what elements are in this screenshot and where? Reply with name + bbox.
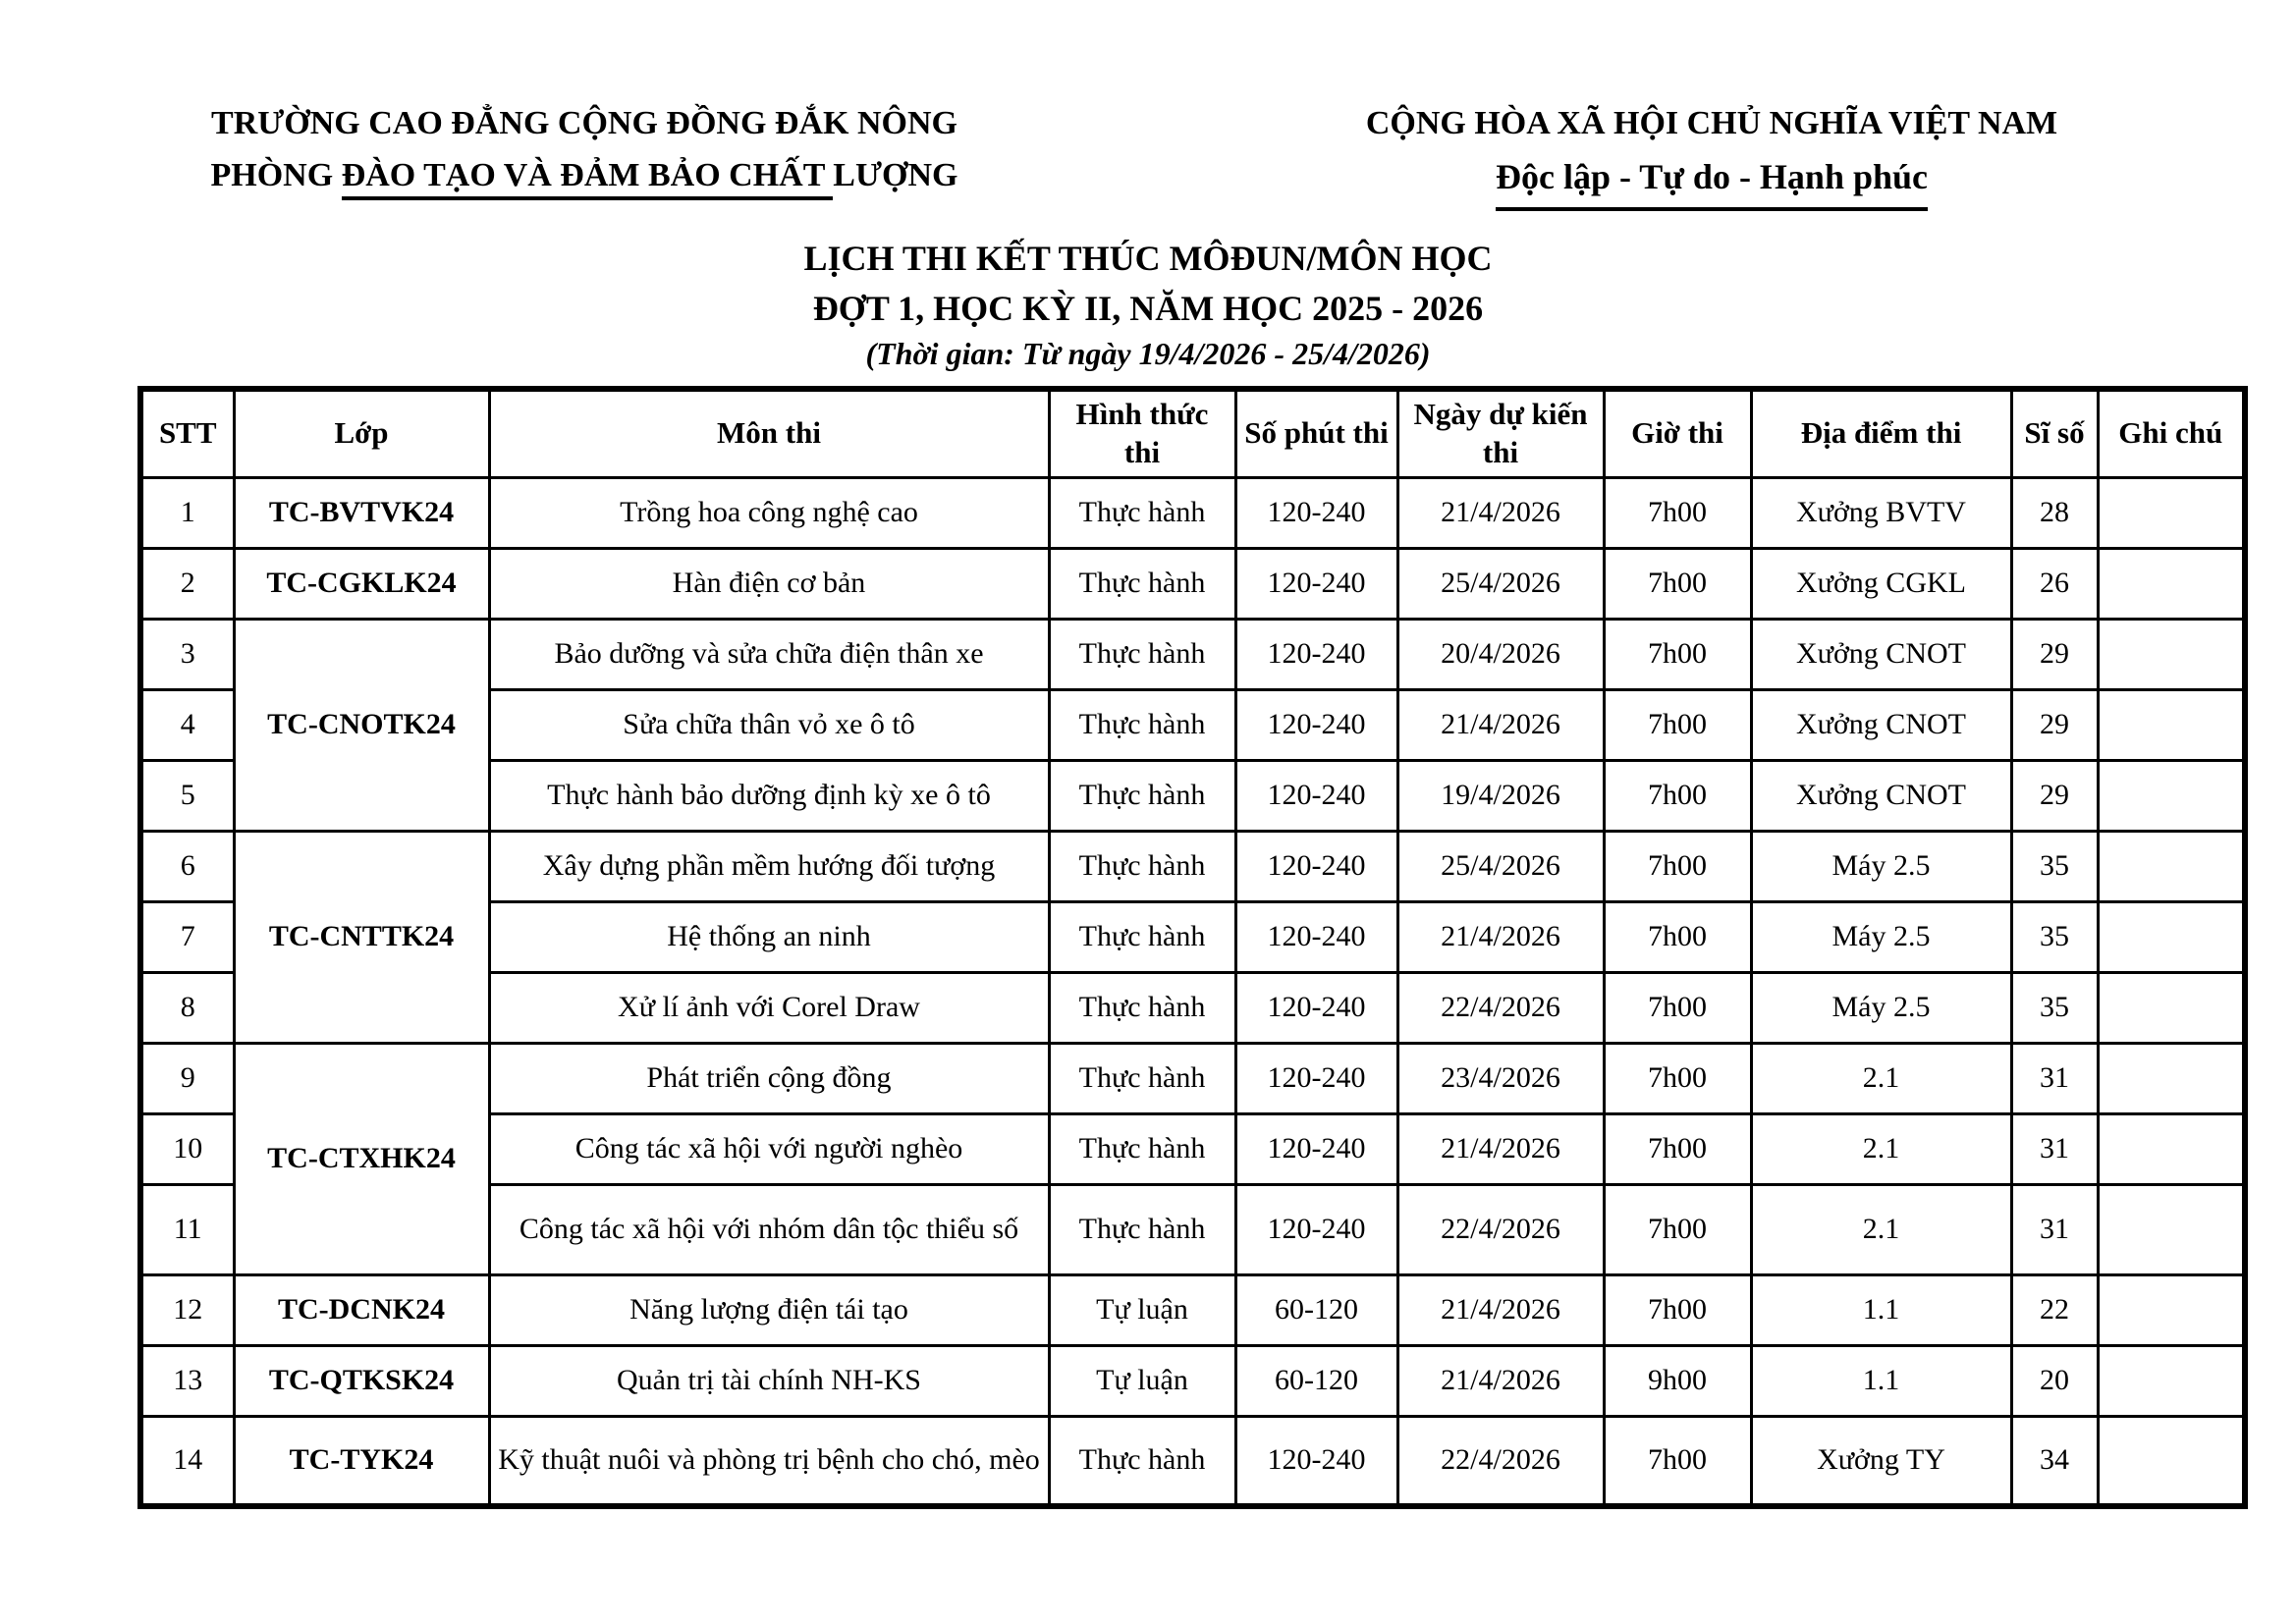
column-header-stt: STT <box>140 389 234 477</box>
cell-si-so: 31 <box>2011 1113 2098 1184</box>
cell-dia-diem: Xưởng CNOT <box>1751 689 2011 760</box>
cell-mon-thi: Thực hành bảo dưỡng định kỳ xe ô tô <box>489 760 1049 831</box>
cell-gio: 7h00 <box>1604 1113 1751 1184</box>
cell-ngay: 21/4/2026 <box>1397 1274 1604 1345</box>
national-motto-block <box>1314 98 2109 211</box>
cell-dia-diem: Xưởng BVTV <box>1751 477 2011 548</box>
cell-ngay: 20/4/2026 <box>1397 619 1604 689</box>
column-header-so-phut-thi: Số phút thi <box>1235 389 1397 477</box>
column-header-dia-diem-thi: Địa điểm thi <box>1751 389 2011 477</box>
cell-si-so: 31 <box>2011 1184 2098 1274</box>
cell-mon-thi: Quản trị tài chính NH-KS <box>489 1345 1049 1416</box>
table-row <box>140 477 2245 548</box>
cell-si-so: 29 <box>2011 689 2098 760</box>
cell-mon-thi: Công tác xã hội với người nghèo <box>489 1113 1049 1184</box>
cell-dia-diem: Xưởng TY <box>1751 1416 2011 1506</box>
table-row <box>140 548 2245 619</box>
cell-stt: 8 <box>140 972 234 1043</box>
cell-hinh-thuc: Thực hành <box>1049 1043 1235 1113</box>
cell-lop: TC-DCNK24 <box>234 1274 489 1345</box>
cell-lop: TC-CGKLK24 <box>234 548 489 619</box>
exam-schedule-table <box>137 386 2248 1509</box>
cell-mon-thi: Kỹ thuật nuôi và phòng trị bệnh cho chó, mèo <box>489 1416 1049 1506</box>
cell-so-phut: 120-240 <box>1235 619 1397 689</box>
cell-ngay: 22/4/2026 <box>1397 1184 1604 1274</box>
cell-ngay: 22/4/2026 <box>1397 1416 1604 1506</box>
table-row <box>140 1043 2245 1113</box>
cell-ghi-chu <box>2098 972 2245 1043</box>
cell-stt: 2 <box>140 548 234 619</box>
cell-ghi-chu <box>2098 1113 2245 1184</box>
cell-so-phut: 120-240 <box>1235 760 1397 831</box>
cell-ngay: 21/4/2026 <box>1397 477 1604 548</box>
cell-gio: 7h00 <box>1604 901 1751 972</box>
cell-si-so: 28 <box>2011 477 2098 548</box>
cell-so-phut: 120-240 <box>1235 901 1397 972</box>
cell-si-so: 34 <box>2011 1416 2098 1506</box>
cell-ghi-chu <box>2098 1274 2245 1345</box>
cell-gio: 9h00 <box>1604 1345 1751 1416</box>
cell-gio: 7h00 <box>1604 548 1751 619</box>
cell-dia-diem: 2.1 <box>1751 1043 2011 1113</box>
column-header-si-so: Sĩ số <box>2011 389 2098 477</box>
cell-lop-merged: TC-CNOTK24 <box>234 619 489 831</box>
cell-gio: 7h00 <box>1604 1043 1751 1113</box>
cell-stt: 6 <box>140 831 234 901</box>
cell-stt: 12 <box>140 1274 234 1345</box>
cell-ngay: 21/4/2026 <box>1397 1113 1604 1184</box>
table-header-row <box>140 389 2245 477</box>
cell-so-phut: 60-120 <box>1235 1274 1397 1345</box>
cell-so-phut: 120-240 <box>1235 689 1397 760</box>
cell-lop: TC-TYK24 <box>234 1416 489 1506</box>
cell-mon-thi: Trồng hoa công nghệ cao <box>489 477 1049 548</box>
cell-mon-thi: Công tác xã hội với nhóm dân tộc thiểu số <box>489 1184 1049 1274</box>
cell-so-phut: 120-240 <box>1235 1416 1397 1506</box>
cell-lop: TC-BVTVK24 <box>234 477 489 548</box>
cell-hinh-thuc: Tự luận <box>1049 1274 1235 1345</box>
cell-dia-diem: Xưởng CNOT <box>1751 760 2011 831</box>
cell-si-so: 35 <box>2011 901 2098 972</box>
cell-hinh-thuc: Thực hành <box>1049 831 1235 901</box>
cell-si-so: 29 <box>2011 619 2098 689</box>
cell-ghi-chu <box>2098 619 2245 689</box>
table-row <box>140 831 2245 901</box>
column-header-mon-thi: Môn thi <box>489 389 1049 477</box>
cell-so-phut: 60-120 <box>1235 1345 1397 1416</box>
cell-stt: 11 <box>140 1184 234 1274</box>
cell-mon-thi: Hàn điện cơ bản <box>489 548 1049 619</box>
cell-si-so: 26 <box>2011 548 2098 619</box>
cell-lop-merged: TC-CNTTK24 <box>234 831 489 1043</box>
cell-gio: 7h00 <box>1604 760 1751 831</box>
department-name <box>137 150 1031 202</box>
cell-dia-diem: Máy 2.5 <box>1751 831 2011 901</box>
cell-ngay: 21/4/2026 <box>1397 901 1604 972</box>
cell-stt: 1 <box>140 477 234 548</box>
cell-so-phut: 120-240 <box>1235 548 1397 619</box>
cell-ghi-chu <box>2098 689 2245 760</box>
cell-gio: 7h00 <box>1604 831 1751 901</box>
cell-ghi-chu <box>2098 831 2245 901</box>
cell-si-so: 29 <box>2011 760 2098 831</box>
document-title-block <box>0 237 2296 372</box>
document-title: LỊCH THI KẾT THÚC MÔĐUN/MÔN HỌC <box>803 238 1493 278</box>
cell-stt: 14 <box>140 1416 234 1506</box>
department-name-underlined: ĐÀO TẠO VÀ ĐẢM BẢO CHẤT <box>342 157 834 200</box>
cell-si-so: 31 <box>2011 1043 2098 1113</box>
column-header-gio-thi: Giờ thi <box>1604 389 1751 477</box>
cell-gio: 7h00 <box>1604 689 1751 760</box>
cell-so-phut: 120-240 <box>1235 831 1397 901</box>
cell-mon-thi: Sửa chữa thân vỏ xe ô tô <box>489 689 1049 760</box>
cell-so-phut: 120-240 <box>1235 1184 1397 1274</box>
column-header-hinh-thuc-thi: Hình thức thi <box>1049 389 1235 477</box>
cell-hinh-thuc: Thực hành <box>1049 689 1235 760</box>
cell-gio: 7h00 <box>1604 1416 1751 1506</box>
document-time-range: (Thời gian: Từ ngày 19/4/2026 - 25/4/2026) <box>865 335 1431 371</box>
table-row <box>140 1416 2245 1506</box>
cell-ngay: 22/4/2026 <box>1397 972 1604 1043</box>
cell-si-so: 35 <box>2011 972 2098 1043</box>
cell-mon-thi: Xử lí ảnh với Corel Draw <box>489 972 1049 1043</box>
department-name-post: LƯỢNG <box>833 156 958 193</box>
department-name-pre: PHÒNG <box>210 156 342 193</box>
cell-hinh-thuc: Thực hành <box>1049 901 1235 972</box>
cell-dia-diem: 1.1 <box>1751 1274 2011 1345</box>
cell-ghi-chu <box>2098 760 2245 831</box>
cell-stt: 3 <box>140 619 234 689</box>
organization-name: TRƯỜNG CAO ĐẲNG CỘNG ĐỒNG ĐẮK NÔNG <box>211 105 957 141</box>
cell-stt: 5 <box>140 760 234 831</box>
cell-stt: 7 <box>140 901 234 972</box>
cell-hinh-thuc: Thực hành <box>1049 1184 1235 1274</box>
cell-stt: 13 <box>140 1345 234 1416</box>
cell-so-phut: 120-240 <box>1235 1043 1397 1113</box>
cell-si-so: 20 <box>2011 1345 2098 1416</box>
table-row <box>140 1345 2245 1416</box>
cell-ghi-chu <box>2098 1416 2245 1506</box>
cell-dia-diem: Xưởng CGKL <box>1751 548 2011 619</box>
national-title: CỘNG HÒA XÃ HỘI CHỦ NGHĨA VIỆT NAM <box>1365 105 2058 141</box>
cell-mon-thi: Năng lượng điện tái tạo <box>489 1274 1049 1345</box>
cell-si-so: 22 <box>2011 1274 2098 1345</box>
cell-hinh-thuc: Thực hành <box>1049 972 1235 1043</box>
cell-lop-merged: TC-CTXHK24 <box>234 1043 489 1274</box>
cell-gio: 7h00 <box>1604 619 1751 689</box>
cell-stt: 9 <box>140 1043 234 1113</box>
cell-ngay: 25/4/2026 <box>1397 548 1604 619</box>
cell-dia-diem: 2.1 <box>1751 1184 2011 1274</box>
cell-mon-thi: Phát triển cộng đồng <box>489 1043 1049 1113</box>
cell-dia-diem: Máy 2.5 <box>1751 901 2011 972</box>
cell-hinh-thuc: Tự luận <box>1049 1345 1235 1416</box>
national-motto: Độc lập - Tự do - Hạnh phúc <box>1314 150 2109 211</box>
cell-hinh-thuc: Thực hành <box>1049 619 1235 689</box>
cell-ghi-chu <box>2098 1345 2245 1416</box>
cell-hinh-thuc: Thực hành <box>1049 477 1235 548</box>
cell-si-so: 35 <box>2011 831 2098 901</box>
column-header-ngay-du-kien-thi: Ngày dự kiến thi <box>1397 389 1604 477</box>
cell-dia-diem: 2.1 <box>1751 1113 2011 1184</box>
cell-dia-diem: Máy 2.5 <box>1751 972 2011 1043</box>
cell-mon-thi: Bảo dưỡng và sửa chữa điện thân xe <box>489 619 1049 689</box>
cell-ghi-chu <box>2098 1043 2245 1113</box>
document-subtitle: ĐỢT 1, HỌC KỲ II, NĂM HỌC 2025 - 2026 <box>812 288 1484 328</box>
cell-mon-thi: Xây dựng phần mềm hướng đối tượng <box>489 831 1049 901</box>
cell-dia-diem: Xưởng CNOT <box>1751 619 2011 689</box>
cell-ghi-chu <box>2098 548 2245 619</box>
cell-gio: 7h00 <box>1604 1274 1751 1345</box>
cell-ghi-chu <box>2098 477 2245 548</box>
cell-ngay: 25/4/2026 <box>1397 831 1604 901</box>
cell-hinh-thuc: Thực hành <box>1049 760 1235 831</box>
cell-ghi-chu <box>2098 901 2245 972</box>
cell-hinh-thuc: Thực hành <box>1049 1416 1235 1506</box>
cell-gio: 7h00 <box>1604 1184 1751 1274</box>
column-header-ghi-chu: Ghi chú <box>2098 389 2245 477</box>
cell-so-phut: 120-240 <box>1235 1113 1397 1184</box>
cell-mon-thi: Hệ thống an ninh <box>489 901 1049 972</box>
cell-dia-diem: 1.1 <box>1751 1345 2011 1416</box>
cell-hinh-thuc: Thực hành <box>1049 548 1235 619</box>
table-row <box>140 1274 2245 1345</box>
cell-lop: TC-QTKSK24 <box>234 1345 489 1416</box>
cell-stt: 4 <box>140 689 234 760</box>
cell-so-phut: 120-240 <box>1235 972 1397 1043</box>
column-header-lop: Lớp <box>234 389 489 477</box>
cell-ngay: 19/4/2026 <box>1397 760 1604 831</box>
cell-gio: 7h00 <box>1604 972 1751 1043</box>
page-header <box>0 0 2296 211</box>
cell-ghi-chu <box>2098 1184 2245 1274</box>
cell-gio: 7h00 <box>1604 477 1751 548</box>
cell-stt: 10 <box>140 1113 234 1184</box>
cell-ngay: 21/4/2026 <box>1397 689 1604 760</box>
cell-ngay: 23/4/2026 <box>1397 1043 1604 1113</box>
cell-so-phut: 120-240 <box>1235 477 1397 548</box>
table-row <box>140 619 2245 689</box>
organization-block <box>137 98 1031 211</box>
cell-hinh-thuc: Thực hành <box>1049 1113 1235 1184</box>
cell-ngay: 21/4/2026 <box>1397 1345 1604 1416</box>
